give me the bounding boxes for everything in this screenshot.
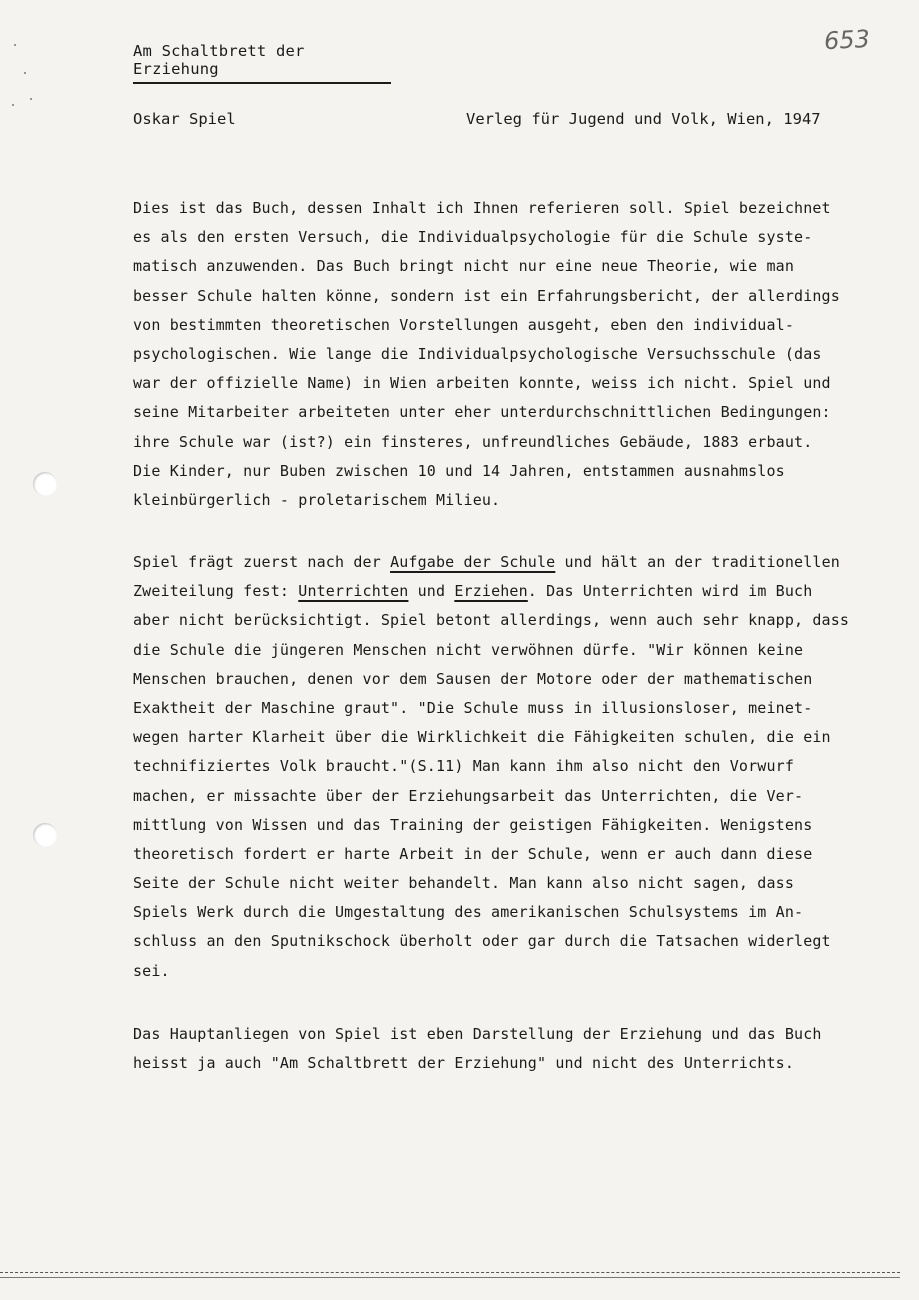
text-line: Exaktheit der Maschine graut". "Die Schule muss in illusionsloser, meinet- bbox=[133, 698, 813, 717]
text-segment: Zweiteilung fest: bbox=[133, 582, 299, 601]
text-segment: Spiel frägt zuerst nach der bbox=[133, 553, 391, 571]
punch-hole bbox=[33, 823, 57, 847]
text-line: mittlung von Wissen und das Training der geistigen Fähigkeiten. Wenigstens bbox=[133, 815, 813, 834]
text-line: theoretisch fordert er harte Arbeit in der Schule, wenn er auch dann diese bbox=[133, 844, 813, 863]
text-line: heisst ja auch "Am Schaltbrett der Erziehung" und nicht des Unterrichts. bbox=[133, 1054, 795, 1073]
text-segment: . Das Unterrichten wird im Buch bbox=[527, 582, 813, 601]
underlined-term: Unterrichten bbox=[298, 582, 409, 601]
text-line: matisch anzuwenden. Das Buch bringt nicht nur eine neue Theorie, wie man bbox=[133, 257, 795, 276]
text-segment: und bbox=[408, 582, 455, 601]
punch-hole bbox=[33, 472, 57, 496]
bottom-edge-line bbox=[0, 1272, 900, 1273]
underlined-term: Aufgabe der Schule bbox=[390, 553, 556, 571]
paragraph-1 bbox=[133, 194, 863, 515]
text-line: psychologischen. Wie lange die Individualpsychologische Versuchsschule (das bbox=[133, 344, 822, 363]
text-segment: und hält an der traditionellen bbox=[555, 553, 840, 571]
text-line: besser Schule halten könne, sondern ist ein Erfahrungsbericht, der allerdings bbox=[133, 286, 840, 305]
paper-speck bbox=[12, 104, 14, 106]
text-line: ihre Schule war (ist?) ein finsteres, unfreundliches Gebäude, 1883 erbaut. bbox=[133, 432, 813, 451]
text-line: sei. bbox=[133, 961, 170, 980]
text-line: Seite der Schule nicht weiter behandelt. Man kann also nicht sagen, dass bbox=[133, 874, 795, 893]
paper-speck bbox=[14, 44, 16, 46]
text-line: Menschen brauchen, denen vor dem Sausen der Motore oder der mathematischen bbox=[133, 669, 813, 688]
text-line: technifiziertes Volk braucht."(S.11) Man kann ihm also nicht den Vorwurf bbox=[133, 757, 795, 776]
folio-number: 653 bbox=[823, 24, 871, 56]
text-line: von bestimmten theoretischen Vorstellungen ausgeht, eben den individual- bbox=[133, 315, 795, 334]
paper-speck bbox=[24, 72, 26, 74]
text-line: aber nicht berücksichtigt. Spiel betont allerdings, wenn auch sehr knapp, dass bbox=[133, 611, 850, 630]
text-line: es als den ersten Versuch, die Individualpsychologie für die Schule syste- bbox=[133, 228, 813, 247]
bottom-edge-line bbox=[0, 1277, 900, 1278]
text-line bbox=[133, 548, 863, 577]
text-line: wegen harter Klarheit über die Wirklichkeit die Fähigkeiten schulen, die ein bbox=[133, 728, 831, 747]
publisher-info: Verleg für Jugend und Volk, Wien, 1947 bbox=[466, 110, 821, 128]
paragraph-3 bbox=[133, 1020, 863, 1078]
text-line: Spiels Werk durch die Umgestaltung des amerikanischen Schulsystems im An- bbox=[133, 903, 804, 922]
text-line: schluss an den Sputnikschock überholt oder gar durch die Tatsachen widerlegt bbox=[133, 932, 831, 951]
text-line: die Schule die jüngeren Menschen nicht verwöhnen dürfe. "Wir können keine bbox=[133, 640, 804, 659]
paragraph-2 bbox=[133, 548, 863, 986]
text-line: Das Hauptanliegen von Spiel ist eben Darstellung der Erziehung und das Buch bbox=[133, 1025, 822, 1043]
text-line: seine Mitarbeiter arbeiteten unter eher unterdurchschnittlichen Bedingungen: bbox=[133, 403, 831, 422]
text-line: war der offizielle Name) in Wien arbeiten konnte, weiss ich nicht. Spiel und bbox=[133, 374, 831, 393]
underlined-term: Erziehen bbox=[454, 582, 528, 601]
author-name: Oskar Spiel bbox=[133, 110, 236, 128]
text-line: Die Kinder, nur Buben zwischen 10 und 14 Jahren, entstammen ausnahmslos bbox=[133, 461, 785, 480]
text-line: machen, er missachte über der Erziehungsarbeit das Unterrichten, die Ver- bbox=[133, 786, 804, 805]
text-line bbox=[133, 577, 863, 606]
paper-speck bbox=[30, 98, 32, 100]
text-line: Dies ist das Buch, dessen Inhalt ich Ihnen referieren soll. Spiel bezeichnet bbox=[133, 199, 831, 217]
text-line: kleinbürgerlich - proletarischem Milieu. bbox=[133, 490, 501, 509]
header-title: Am Schaltbrett der Erziehung bbox=[133, 42, 391, 84]
